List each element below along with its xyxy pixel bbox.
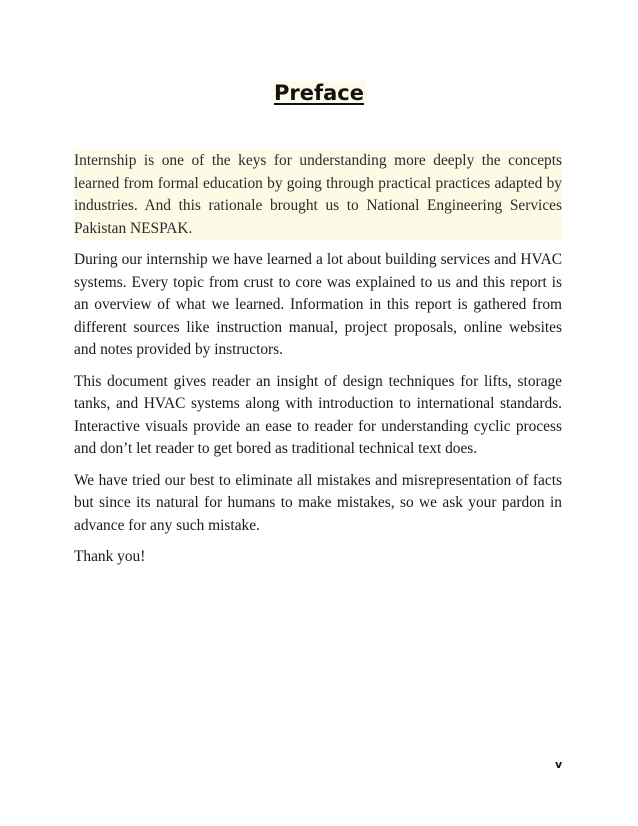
paragraph-1: Internship is one of the keys for understanding more deeply the concepts learned from formal education by going through practical practices adapted by industries. And this rationale brought us to National Engineering Services Pakistan NESPAK. bbox=[74, 150, 562, 240]
title-text: Preface bbox=[271, 81, 367, 105]
preface-body bbox=[74, 150, 562, 578]
paragraph-4: We have tried our best to eliminate all mistakes and misrepresentation of facts but since its natural for humans to make mistakes, so we ask your pardon in advance for any such mistake. bbox=[74, 471, 562, 534]
closing-line: Thank you! bbox=[74, 548, 146, 565]
page-title bbox=[0, 80, 638, 106]
paragraph-3: This document gives reader an insight of design techniques for lifts, storage tanks, and HVAC systems along with introduction to international standards. Interactive visuals provide an ease to reader for understanding cyclic process and don’t let reader to get bored as traditional technical text does. bbox=[74, 372, 562, 457]
page-number: v bbox=[555, 758, 563, 771]
paragraph-2: During our internship we have learned a lot about building services and HVAC systems. Every topic from crust to core was explained to us and this report is an overview of what we learned. Information in this report is gathered from different sources like instruction manual, project proposals, online websites and notes provided by instructors. bbox=[74, 251, 562, 358]
